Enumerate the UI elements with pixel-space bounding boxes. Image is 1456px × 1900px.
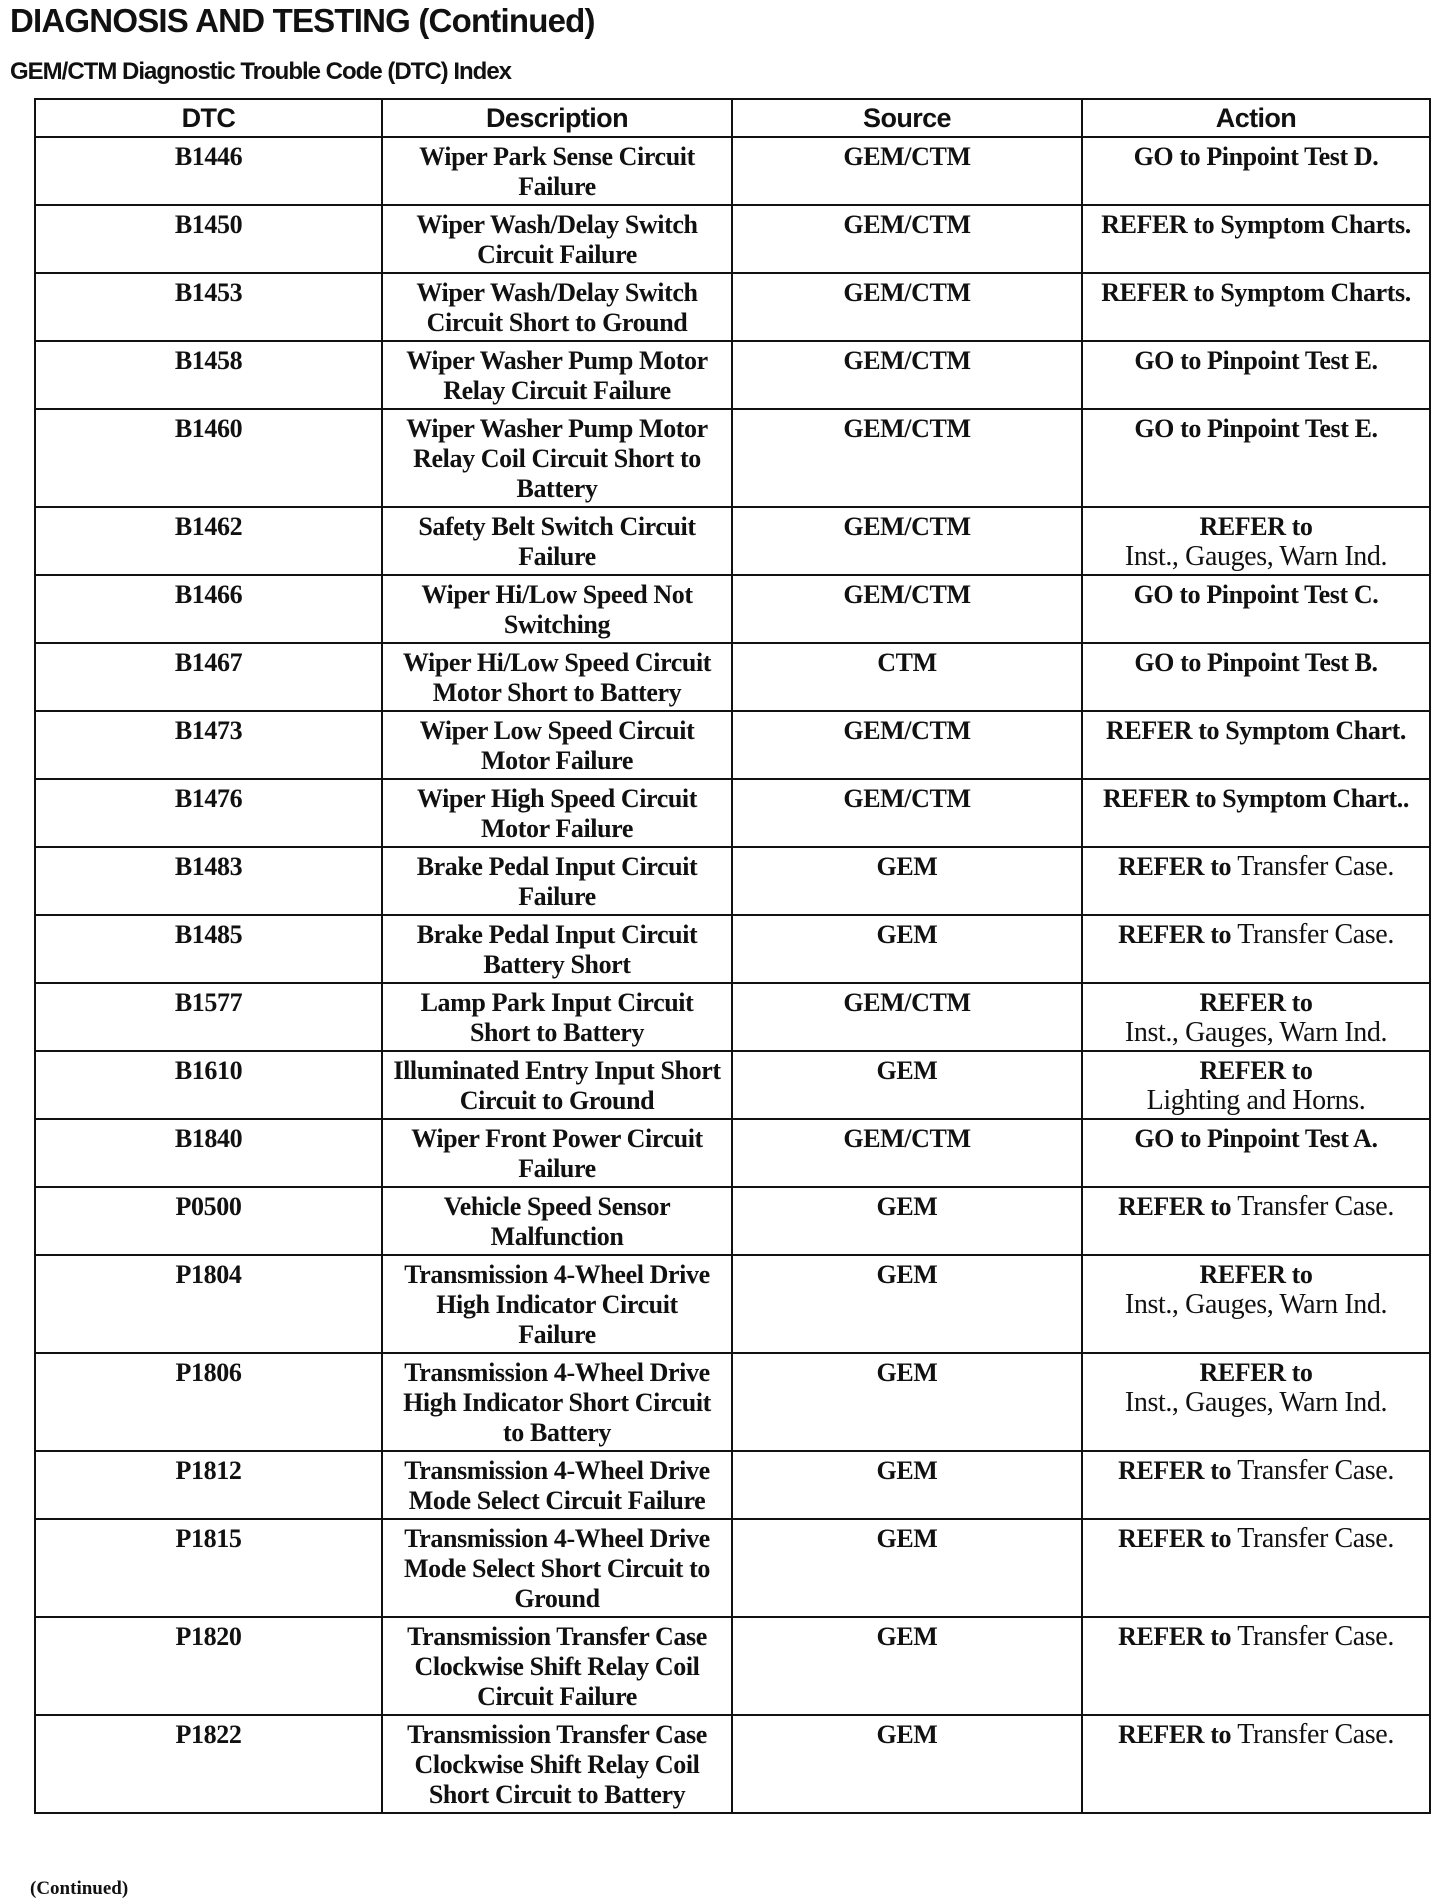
dtc-source: GEM/CTM bbox=[732, 273, 1082, 341]
dtc-description bbox=[382, 507, 732, 575]
dtc-source: GEM/CTM bbox=[732, 1119, 1082, 1187]
table-row bbox=[35, 711, 1430, 779]
action-lead: REFER to bbox=[1118, 852, 1238, 881]
dtc-code: B1473 bbox=[35, 711, 382, 779]
table-row bbox=[35, 205, 1430, 273]
description-line: Transmission 4-Wheel Drive bbox=[404, 1456, 710, 1485]
dtc-code: B1476 bbox=[35, 779, 382, 847]
description-line: Transmission 4-Wheel Drive bbox=[404, 1260, 710, 1289]
description-line: Wiper Wash/Delay Switch bbox=[416, 278, 698, 307]
dtc-code: B1453 bbox=[35, 273, 382, 341]
dtc-code: P1804 bbox=[35, 1255, 382, 1353]
description-line: Wiper High Speed Circuit bbox=[416, 784, 698, 813]
dtc-source: GEM/CTM bbox=[732, 507, 1082, 575]
dtc-source: GEM bbox=[732, 1519, 1082, 1617]
description-line: Failure bbox=[518, 1154, 596, 1183]
action-lead: REFER to Symptom Chart.. bbox=[1102, 784, 1409, 813]
description-line: Wiper Hi/Low Speed Not bbox=[421, 580, 693, 609]
dtc-code: B1485 bbox=[35, 915, 382, 983]
dtc-code: B1467 bbox=[35, 643, 382, 711]
dtc-action bbox=[1082, 1519, 1430, 1617]
action-reference: Transfer Case. bbox=[1237, 1523, 1394, 1554]
action-lead: GO to Pinpoint Test E. bbox=[1134, 414, 1378, 443]
description-line: Circuit Failure bbox=[477, 240, 637, 269]
dtc-description bbox=[382, 847, 732, 915]
description-line: to Battery bbox=[503, 1418, 611, 1447]
action-lead: REFER to bbox=[1118, 1192, 1238, 1221]
dtc-source: GEM/CTM bbox=[732, 711, 1082, 779]
dtc-source: GEM bbox=[732, 1451, 1082, 1519]
table-row bbox=[35, 983, 1430, 1051]
dtc-description bbox=[382, 1119, 732, 1187]
description-line: Clockwise Shift Relay Coil bbox=[414, 1652, 700, 1681]
action-lead: REFER to Symptom Charts. bbox=[1101, 210, 1411, 239]
dtc-action bbox=[1082, 915, 1430, 983]
dtc-description bbox=[382, 575, 732, 643]
action-lead: REFER to bbox=[1199, 1056, 1313, 1085]
dtc-description bbox=[382, 1451, 732, 1519]
table-row bbox=[35, 341, 1430, 409]
action-reference: Transfer Case. bbox=[1237, 1719, 1394, 1750]
dtc-source: GEM bbox=[732, 1353, 1082, 1451]
dtc-source: GEM/CTM bbox=[732, 205, 1082, 273]
table-row bbox=[35, 643, 1430, 711]
action-lead: GO to Pinpoint Test C. bbox=[1133, 580, 1379, 609]
table-row bbox=[35, 1255, 1430, 1353]
description-line: Motor Short to Battery bbox=[432, 678, 682, 707]
dtc-source: GEM/CTM bbox=[732, 409, 1082, 507]
action-lead: REFER to bbox=[1199, 988, 1313, 1017]
table-row bbox=[35, 1051, 1430, 1119]
dtc-code: B1577 bbox=[35, 983, 382, 1051]
dtc-source: GEM bbox=[732, 1617, 1082, 1715]
action-reference: Transfer Case. bbox=[1237, 1621, 1394, 1652]
table-header-row bbox=[35, 99, 1430, 137]
dtc-code: B1840 bbox=[35, 1119, 382, 1187]
action-lead: REFER to bbox=[1199, 1358, 1313, 1387]
dtc-action bbox=[1082, 409, 1430, 507]
header-dtc: DTC bbox=[35, 99, 382, 137]
table-row bbox=[35, 847, 1430, 915]
dtc-action bbox=[1082, 273, 1430, 341]
dtc-source: GEM/CTM bbox=[732, 137, 1082, 205]
table-row bbox=[35, 915, 1430, 983]
table-row bbox=[35, 1451, 1430, 1519]
dtc-source: GEM bbox=[732, 1051, 1082, 1119]
description-line: Lamp Park Input Circuit bbox=[420, 988, 694, 1017]
header-source: Source bbox=[732, 99, 1082, 137]
dtc-action bbox=[1082, 643, 1430, 711]
dtc-action bbox=[1082, 1255, 1430, 1353]
dtc-action bbox=[1082, 1353, 1430, 1451]
action-reference: Inst., Gauges, Warn Ind. bbox=[1124, 541, 1388, 572]
description-line: Wiper Wash/Delay Switch bbox=[416, 210, 698, 239]
dtc-code: P1806 bbox=[35, 1353, 382, 1451]
action-lead: REFER to bbox=[1199, 1260, 1313, 1289]
description-line: Brake Pedal Input Circuit bbox=[416, 852, 698, 881]
dtc-source: CTM bbox=[732, 643, 1082, 711]
description-line: Motor Failure bbox=[481, 746, 633, 775]
dtc-action bbox=[1082, 847, 1430, 915]
dtc-code: P1815 bbox=[35, 1519, 382, 1617]
description-line: Illuminated Entry Input Short bbox=[393, 1056, 721, 1085]
description-line: Transmission 4-Wheel Drive bbox=[404, 1524, 710, 1553]
dtc-code: B1460 bbox=[35, 409, 382, 507]
description-line: Mode Select Circuit Failure bbox=[408, 1486, 706, 1515]
table-row bbox=[35, 1715, 1430, 1813]
dtc-description bbox=[382, 643, 732, 711]
dtc-code: B1610 bbox=[35, 1051, 382, 1119]
action-lead: REFER to bbox=[1199, 512, 1313, 541]
dtc-source: GEM bbox=[732, 1715, 1082, 1813]
dtc-description bbox=[382, 137, 732, 205]
description-line: High Indicator Circuit bbox=[436, 1290, 678, 1319]
description-line: Motor Failure bbox=[481, 814, 633, 843]
dtc-code: B1483 bbox=[35, 847, 382, 915]
description-line: Transmission 4-Wheel Drive bbox=[404, 1358, 710, 1387]
dtc-source: GEM bbox=[732, 1255, 1082, 1353]
action-lead: REFER to bbox=[1118, 920, 1238, 949]
dtc-code: P1812 bbox=[35, 1451, 382, 1519]
dtc-action bbox=[1082, 1187, 1430, 1255]
dtc-action bbox=[1082, 983, 1430, 1051]
dtc-action bbox=[1082, 1119, 1430, 1187]
action-lead: REFER to Symptom Chart. bbox=[1106, 716, 1406, 745]
description-line: Wiper Washer Pump Motor bbox=[406, 346, 708, 375]
description-line: Short Circuit to Battery bbox=[428, 1780, 686, 1809]
dtc-action bbox=[1082, 137, 1430, 205]
dtc-description bbox=[382, 1519, 732, 1617]
table-row bbox=[35, 507, 1430, 575]
action-reference: Inst., Gauges, Warn Ind. bbox=[1124, 1017, 1388, 1048]
dtc-action bbox=[1082, 711, 1430, 779]
table-row bbox=[35, 1119, 1430, 1187]
dtc-index-table bbox=[34, 98, 1431, 1814]
description-line: Circuit Failure bbox=[477, 1682, 637, 1711]
description-line: Circuit Short to Ground bbox=[426, 308, 688, 337]
action-lead: REFER to bbox=[1118, 1456, 1238, 1485]
dtc-source: GEM/CTM bbox=[732, 983, 1082, 1051]
dtc-description bbox=[382, 983, 732, 1051]
action-reference: Lighting and Horns. bbox=[1146, 1085, 1366, 1116]
dtc-description bbox=[382, 1353, 732, 1451]
dtc-action bbox=[1082, 779, 1430, 847]
description-line: Clockwise Shift Relay Coil bbox=[414, 1750, 700, 1779]
dtc-description bbox=[382, 1617, 732, 1715]
description-line: Failure bbox=[518, 882, 596, 911]
action-lead: GO to Pinpoint Test A. bbox=[1134, 1124, 1378, 1153]
description-line: Malfunction bbox=[490, 1222, 624, 1251]
section-title: DIAGNOSIS AND TESTING (Continued) bbox=[10, 2, 595, 39]
description-line: High Indicator Short Circuit bbox=[403, 1388, 711, 1417]
action-lead: REFER to bbox=[1118, 1720, 1238, 1749]
dtc-source: GEM/CTM bbox=[732, 341, 1082, 409]
description-line: Failure bbox=[518, 542, 596, 571]
description-line: Transmission Transfer Case bbox=[407, 1622, 707, 1651]
dtc-code: B1462 bbox=[35, 507, 382, 575]
dtc-action bbox=[1082, 1617, 1430, 1715]
header-description: Description bbox=[382, 99, 732, 137]
dtc-description bbox=[382, 915, 732, 983]
action-lead: REFER to Symptom Charts. bbox=[1101, 278, 1411, 307]
action-lead: GO to Pinpoint Test B. bbox=[1134, 648, 1378, 677]
dtc-source: GEM bbox=[732, 847, 1082, 915]
dtc-code: P1822 bbox=[35, 1715, 382, 1813]
dtc-description bbox=[382, 409, 732, 507]
dtc-action bbox=[1082, 575, 1430, 643]
dtc-code: B1450 bbox=[35, 205, 382, 273]
action-reference: Transfer Case. bbox=[1237, 1191, 1394, 1222]
action-lead: REFER to bbox=[1118, 1524, 1238, 1553]
dtc-code: B1466 bbox=[35, 575, 382, 643]
dtc-source: GEM/CTM bbox=[732, 779, 1082, 847]
description-line: Wiper Washer Pump Motor bbox=[406, 414, 708, 443]
dtc-description bbox=[382, 205, 732, 273]
dtc-description bbox=[382, 341, 732, 409]
description-line: Transmission Transfer Case bbox=[407, 1720, 707, 1749]
table-row bbox=[35, 1187, 1430, 1255]
description-line: Vehicle Speed Sensor bbox=[443, 1192, 671, 1221]
action-reference: Transfer Case. bbox=[1237, 1455, 1394, 1486]
table-row bbox=[35, 137, 1430, 205]
description-line: Ground bbox=[514, 1584, 600, 1613]
description-line: Battery Short bbox=[483, 950, 631, 979]
dtc-code: P0500 bbox=[35, 1187, 382, 1255]
header-action: Action bbox=[1082, 99, 1430, 137]
description-line: Wiper Hi/Low Speed Circuit bbox=[402, 648, 712, 677]
dtc-code: B1446 bbox=[35, 137, 382, 205]
description-line: Wiper Low Speed Circuit bbox=[419, 716, 695, 745]
dtc-source: GEM bbox=[732, 915, 1082, 983]
action-lead: GO to Pinpoint Test E. bbox=[1134, 346, 1378, 375]
dtc-description bbox=[382, 273, 732, 341]
dtc-code: P1820 bbox=[35, 1617, 382, 1715]
dtc-action bbox=[1082, 205, 1430, 273]
continued-footnote: (Continued) bbox=[30, 1878, 129, 1899]
action-reference: Inst., Gauges, Warn Ind. bbox=[1124, 1289, 1388, 1320]
description-line: Switching bbox=[503, 610, 611, 639]
description-line: Wiper Park Sense Circuit bbox=[419, 142, 695, 171]
dtc-description bbox=[382, 711, 732, 779]
dtc-action bbox=[1082, 1051, 1430, 1119]
action-lead: REFER to bbox=[1118, 1622, 1238, 1651]
table-row bbox=[35, 273, 1430, 341]
description-line: Failure bbox=[518, 1320, 596, 1349]
table-body bbox=[35, 137, 1430, 1813]
description-line: Battery bbox=[516, 474, 598, 503]
dtc-description bbox=[382, 779, 732, 847]
table-title: GEM/CTM Diagnostic Trouble Code (DTC) Index bbox=[10, 58, 512, 85]
action-reference: Transfer Case. bbox=[1237, 851, 1394, 882]
dtc-action bbox=[1082, 1715, 1430, 1813]
table-row bbox=[35, 1519, 1430, 1617]
dtc-description bbox=[382, 1715, 732, 1813]
table-row bbox=[35, 1617, 1430, 1715]
action-reference: Transfer Case. bbox=[1237, 919, 1394, 950]
description-line: Brake Pedal Input Circuit bbox=[416, 920, 698, 949]
description-line: Mode Select Short Circuit to bbox=[403, 1554, 711, 1583]
dtc-action bbox=[1082, 507, 1430, 575]
dtc-source: GEM bbox=[732, 1187, 1082, 1255]
description-line: Relay Circuit Failure bbox=[443, 376, 671, 405]
dtc-description bbox=[382, 1051, 732, 1119]
description-line: Safety Belt Switch Circuit bbox=[418, 512, 696, 541]
description-line: Short to Battery bbox=[469, 1018, 645, 1047]
table-row bbox=[35, 409, 1430, 507]
description-line: Failure bbox=[518, 172, 596, 201]
table-row bbox=[35, 1353, 1430, 1451]
description-line: Circuit to Ground bbox=[459, 1086, 655, 1115]
dtc-code: B1458 bbox=[35, 341, 382, 409]
dtc-action bbox=[1082, 341, 1430, 409]
description-line: Relay Coil Circuit Short to bbox=[413, 444, 701, 473]
action-lead: GO to Pinpoint Test D. bbox=[1133, 142, 1379, 171]
action-reference: Inst., Gauges, Warn Ind. bbox=[1124, 1387, 1388, 1418]
description-line: Wiper Front Power Circuit bbox=[411, 1124, 703, 1153]
table-row bbox=[35, 779, 1430, 847]
dtc-description bbox=[382, 1255, 732, 1353]
dtc-description bbox=[382, 1187, 732, 1255]
table-row bbox=[35, 575, 1430, 643]
dtc-action bbox=[1082, 1451, 1430, 1519]
dtc-source: GEM/CTM bbox=[732, 575, 1082, 643]
